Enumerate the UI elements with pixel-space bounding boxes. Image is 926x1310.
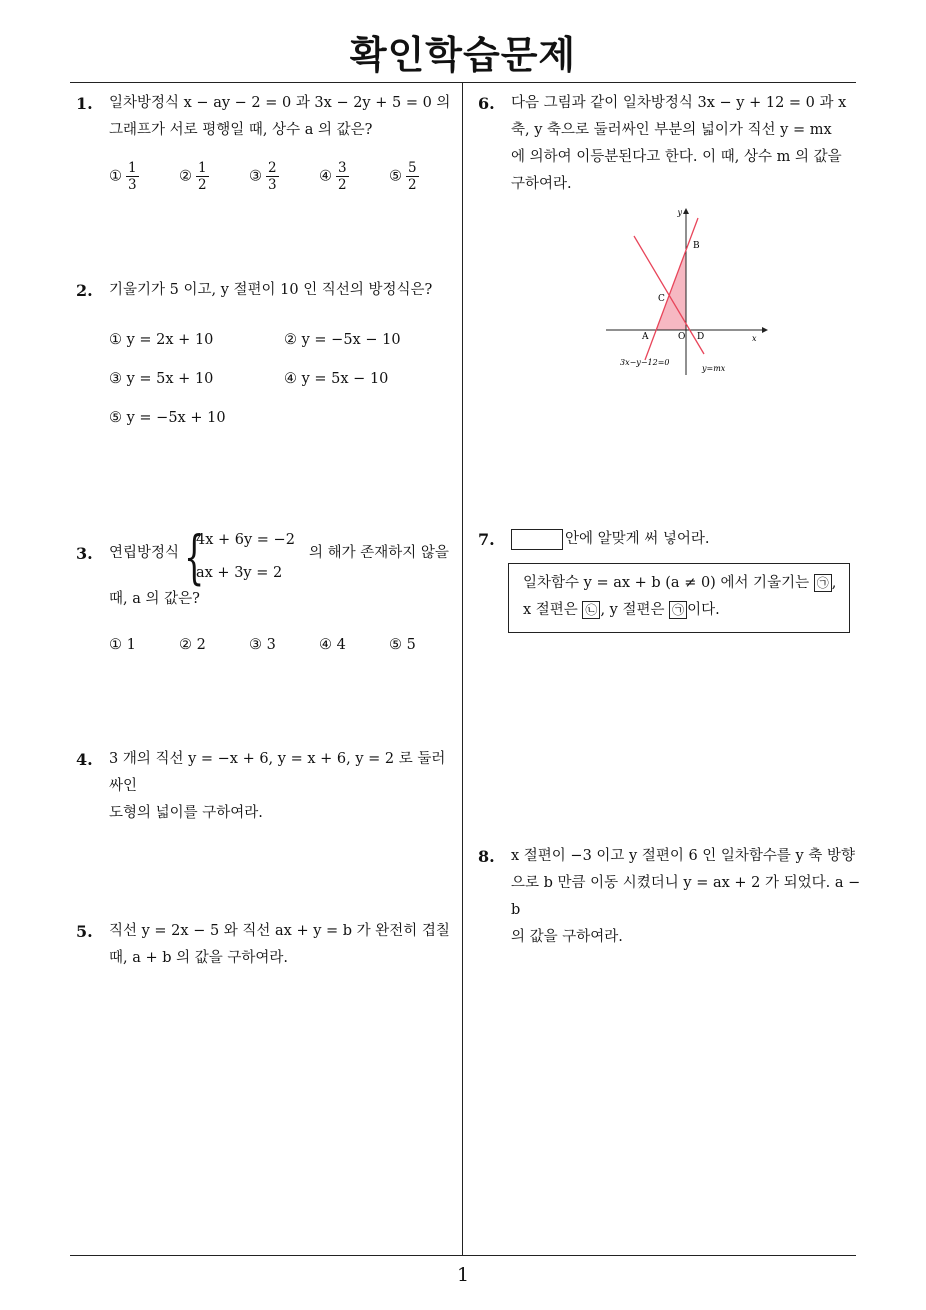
option-3[interactable]: ③ $\frac{2}{3}$ (249, 160, 277, 193)
y-axis-arrow-icon (683, 208, 689, 214)
blank-mark-1[interactable]: ㉠ (814, 574, 832, 592)
question-line: 구하여라. (511, 176, 572, 192)
question-prefix: 연립방정식 (109, 545, 180, 561)
x-axis-label: x (752, 334, 757, 343)
question-suffix: 의 해가 존재하지 않을 (309, 545, 449, 561)
question-text (109, 746, 459, 827)
question-text (511, 90, 863, 198)
page-number: 1 (456, 1264, 470, 1286)
x-axis-arrow-icon (762, 327, 768, 333)
question-line: 3 개의 직선 y = −x + 6, y = x + 6, y = 2 로 둘러싸인 (109, 751, 446, 794)
question-number: 8. (478, 847, 495, 866)
point-a-label: A (642, 332, 649, 342)
option-1[interactable]: ① y = 2x + 10 (109, 332, 214, 348)
question-line: 때, a + b 의 값을 구하여라. (109, 950, 289, 966)
point-c-label: C (658, 294, 665, 304)
question-number: 3. (76, 544, 93, 563)
origin-label: O (678, 332, 686, 342)
question-text: 기울기가 5 이고, y 절편이 10 인 직선의 방정식은? (109, 282, 433, 298)
option-2[interactable]: ② $\frac{1}{2}$ (179, 160, 207, 193)
question-text (511, 843, 863, 951)
question-number: 6. (478, 94, 495, 113)
question-line: 축, y 축으로 둘러싸인 부분의 넓이가 직선 y = mx (511, 122, 832, 138)
equation-2: ax + 3y = 2 (196, 565, 283, 581)
question-text (109, 918, 459, 972)
fill-in-box: 일차함수 y = ax + b (a ≠ 0) 에서 기울기는 ㉠ , x 절편은 ㉡ , y 절편은 ㉠ 이다. (508, 563, 850, 633)
question-line: 에 의하여 이등분된다고 한다. 이 때, 상수 m 의 값을 (511, 149, 842, 165)
page-title: 확인학습문제 (349, 33, 577, 77)
point-b-label: B (693, 241, 700, 251)
option-4[interactable]: ④ $\frac{3}{2}$ (319, 160, 347, 193)
option-1[interactable]: ① $\frac{1}{3}$ (109, 160, 137, 193)
option-3[interactable]: ③ 3 (249, 637, 276, 653)
point-d-label: D (697, 332, 705, 342)
equation-1: 4x + 6y = −2 (196, 532, 295, 548)
option-5[interactable]: ⑤ 5 (389, 637, 416, 653)
brace-icon: { (184, 523, 205, 591)
question-line: 으로 b 만큼 이동 시켰더니 y = ax + 2 가 되었다. a − b (511, 875, 861, 918)
line-label-2: y=mx (702, 364, 726, 373)
question-line: 도형의 넓이를 구하여라. (109, 805, 263, 821)
question-text (109, 90, 459, 144)
top-rule (70, 82, 856, 83)
question-line: 의 값을 구하여라. (511, 929, 623, 945)
y-axis-label: y (677, 208, 682, 217)
option-5[interactable]: ⑤ $\frac{5}{2}$ (389, 160, 417, 193)
line-label-1: 3x−y−12=0 (620, 358, 670, 367)
question-line: 때, a 의 값은? (109, 591, 200, 607)
option-2[interactable]: ② 2 (179, 637, 206, 653)
blank-mark-2[interactable]: ㉡ (582, 601, 600, 619)
option-4[interactable]: ④ y = 5x − 10 (284, 371, 389, 387)
option-5[interactable]: ⑤ y = −5x + 10 (109, 410, 226, 426)
answer-blank (511, 529, 563, 550)
option-2[interactable]: ② y = −5x − 10 (284, 332, 401, 348)
question-line: 직선 y = 2x − 5 와 직선 ax + y = b 가 완전히 겹칠 (109, 923, 450, 939)
line-3x-y-12 (645, 218, 698, 360)
question-prompt: 안에 알맞게 써 넣어라. (565, 531, 710, 547)
option-4[interactable]: ④ 4 (319, 637, 346, 653)
coordinate-graph (600, 200, 770, 380)
question-line: x 절편이 −3 이고 y 절편이 6 인 일차함수를 y 축 방향 (511, 848, 855, 864)
question-line: 다음 그림과 같이 일차방정식 3x − y + 12 = 0 과 x (511, 95, 847, 111)
column-divider (462, 83, 463, 1255)
question-number: 1. (76, 94, 93, 113)
option-1[interactable]: ① 1 (109, 637, 136, 653)
question-number: 2. (76, 281, 93, 300)
option-3[interactable]: ③ y = 5x + 10 (109, 371, 214, 387)
question-number: 7. (478, 530, 495, 549)
question-number: 5. (76, 922, 93, 941)
question-line: 일차방정식 x − ay − 2 = 0 과 3x − 2y + 5 = 0 의 (109, 95, 451, 111)
blank-mark-3[interactable]: ㉠ (669, 601, 687, 619)
question-text (511, 526, 863, 553)
question-line: 그래프가 서로 평행일 때, 상수 a 의 값은? (109, 122, 373, 138)
question-number: 4. (76, 750, 93, 769)
bottom-rule (70, 1255, 856, 1256)
